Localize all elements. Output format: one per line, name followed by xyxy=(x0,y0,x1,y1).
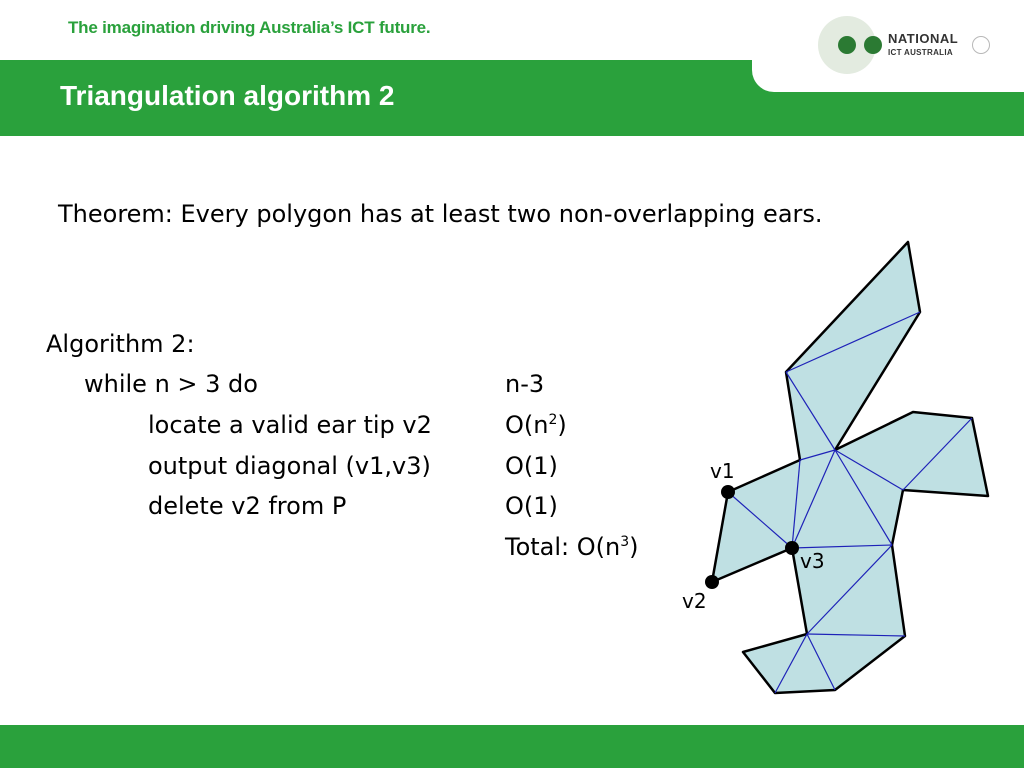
vertex-v1 xyxy=(721,485,735,499)
algorithm-heading: Algorithm 2: xyxy=(46,330,195,358)
label-v2: v2 xyxy=(682,589,707,613)
footer-bar xyxy=(0,725,1024,768)
algorithm-cost: n-3 xyxy=(505,370,545,398)
logo-text-ict-australia: ICT AUSTRALIA xyxy=(888,48,953,57)
algorithm-cost: O(1) xyxy=(505,492,558,520)
exponent: 3 xyxy=(620,534,630,550)
page-title: Triangulation algorithm 2 xyxy=(60,80,395,111)
label-v1: v1 xyxy=(710,459,735,483)
vertex-v2 xyxy=(705,575,719,589)
algorithm-step: while n > 3 do xyxy=(84,370,258,398)
algorithm-cost: O(1) xyxy=(505,452,558,480)
label-v3: v3 xyxy=(800,549,825,573)
tagline: The imagination driving Australia’s ICT future. xyxy=(68,18,431,37)
algorithm-total: Total: $O(n^3)$ xyxy=(505,533,639,561)
theorem-text: Theorem: Every polygon has at least two non-overlapping ears. xyxy=(58,200,823,228)
algorithm-step: delete v2 from P xyxy=(148,492,347,520)
algorithm-cost: $O(n^2)$ xyxy=(505,411,567,439)
algorithm-step: locate a valid ear tip v2 xyxy=(148,411,432,439)
logo-text-national: NATIONAL xyxy=(888,31,959,46)
algorithm-step: output diagonal (v1,v3) xyxy=(148,452,431,480)
exponent: 2 xyxy=(548,412,558,428)
vertex-v3 xyxy=(785,541,799,555)
polygon-shape xyxy=(712,242,988,693)
